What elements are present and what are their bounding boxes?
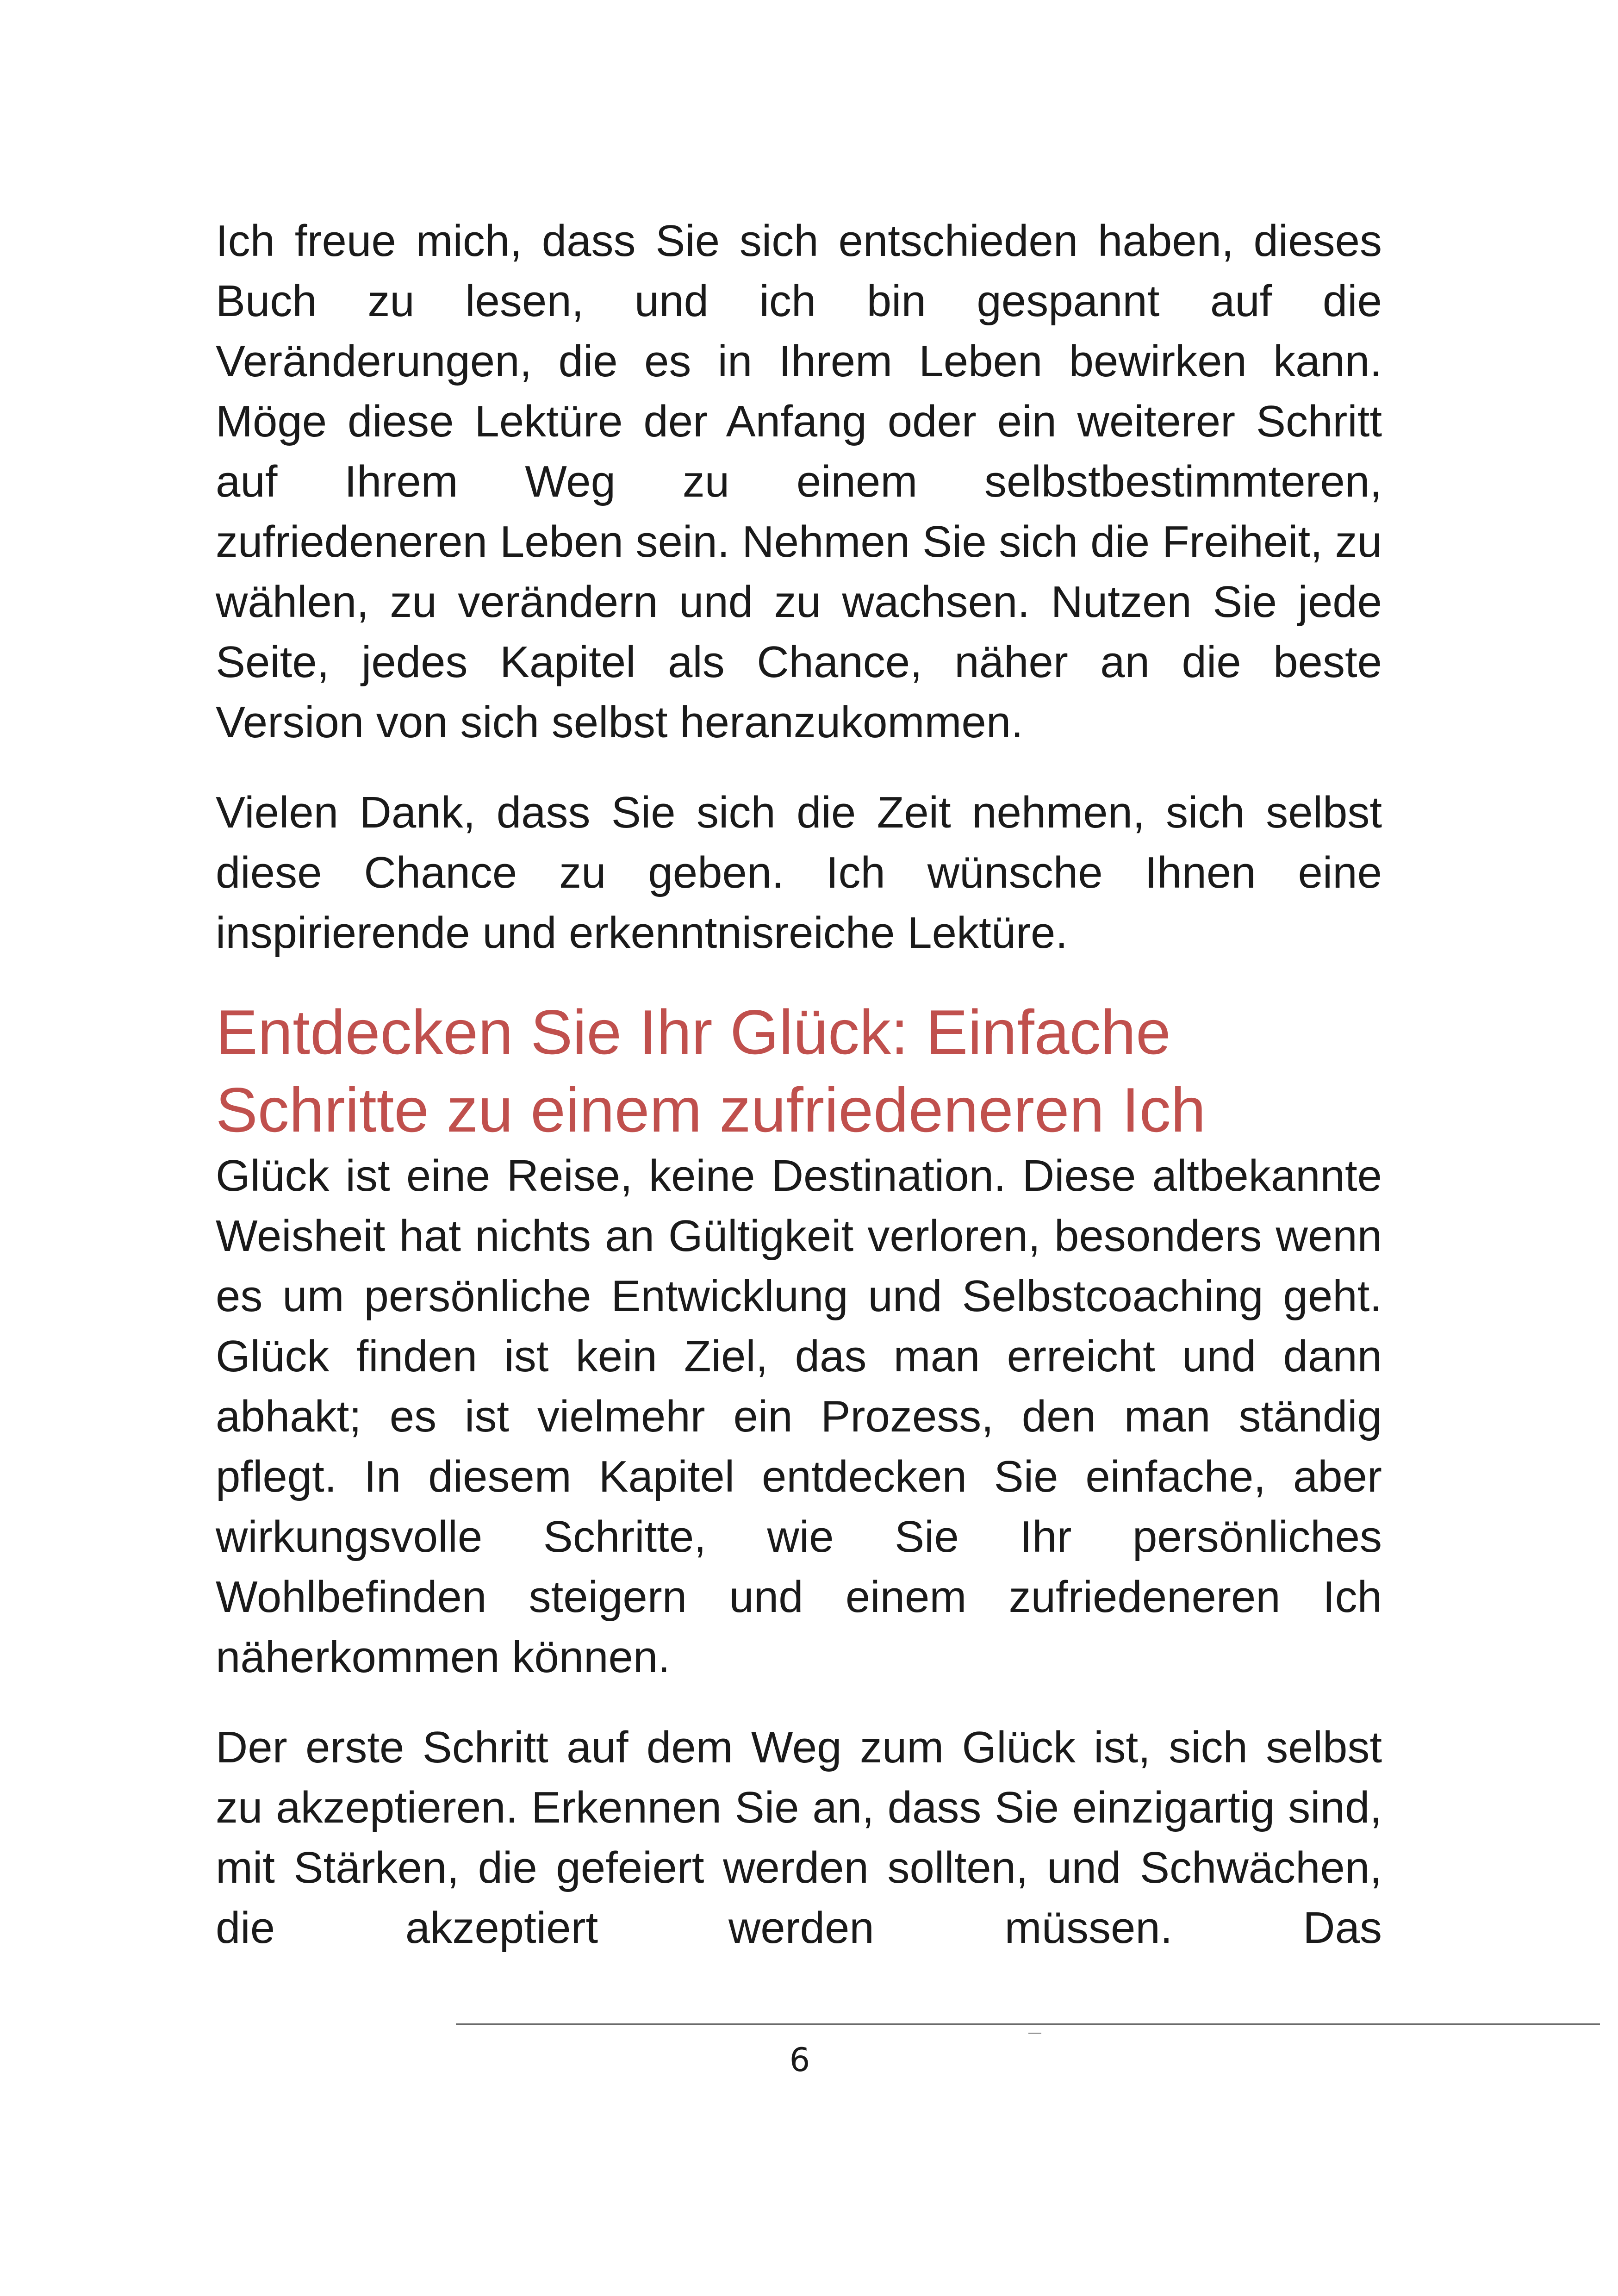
footer-divider-mark	[1028, 2033, 1041, 2034]
footer-divider	[456, 2023, 1600, 2025]
chapter-paragraph-2: Der erste Schritt auf dem Weg zum Glück ist, sich selbst zu akzeptieren. Erkennen Sie an, dass Sie einzigartig sind, mit Stärken, die gefeiert werden sollten, und Schwächen, die akzeptiert werden müssen. Das	[216, 1723, 1382, 1953]
chapter-heading: Entdecken Sie Ihr Glück: Einfache Schritte zu einem zufriedeneren Ich	[216, 997, 1206, 1145]
intro-paragraph-2: Vielen Dank, dass Sie sich die Zeit nehmen, sich selbst diese Chance zu geben. Ich wünsche Ihnen eine inspirierende und erkenntnisreiche Lektüre.	[216, 788, 1382, 958]
page-number: 6	[789, 2041, 810, 2079]
page-content	[216, 211, 1382, 1988]
intro-paragraph-1: Ich freue mich, dass Sie sich entschieden haben, dieses Buch zu lesen, und ich bin gespannt auf die Veränderungen, die es in Ihrem Leben bewirken kann. Möge diese Lektüre der Anfang oder ein weiterer Schritt auf Ihrem Weg zu einem selbstbestimmteren, zufriedeneren Leben sein. Nehmen Sie sich die Freiheit, zu wählen, zu verändern und zu wachsen. Nutzen Sie jede Seite, jedes Kapitel als Chance, näher an die beste Version von sich selbst heranzukommen.	[216, 216, 1382, 747]
chapter-paragraph-1: Glück ist eine Reise, keine Destination. Diese altbekannte Weisheit hat nichts an Gültigkeit verloren, besonders wenn es um persönliche Entwicklung und Selbstcoaching geht. Glück finden ist kein Ziel, das man erreicht und dann abhakt; es ist vielmehr ein Prozess, den man ständig pflegt. In diesem Kapitel entdecken Sie einfache, aber wirkungsvolle Schritte, wie Sie Ihr persönliches Wohlbefinden steigern und einem zufriedeneren Ich näherkommen können.	[216, 1151, 1382, 1682]
